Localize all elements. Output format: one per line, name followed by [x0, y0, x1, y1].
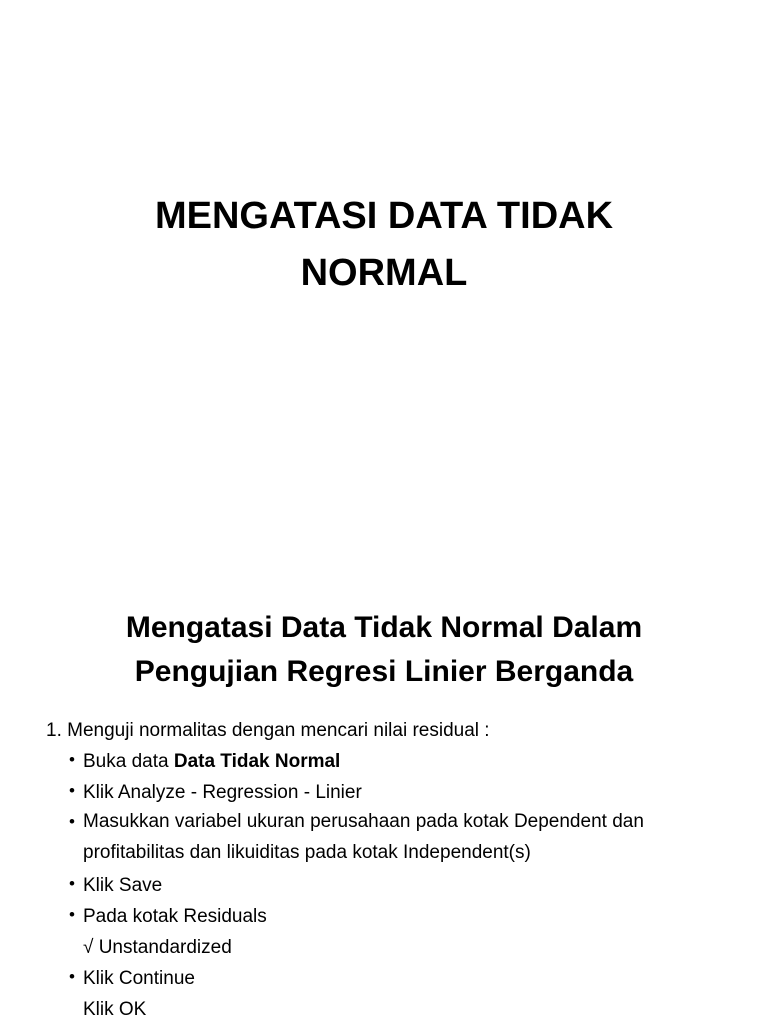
bullet-continue: • Klik Continue [69, 963, 746, 994]
bullet-open-data-bold: Data Tidak Normal [173, 751, 341, 772]
bullet-save: • Klik Save [69, 870, 746, 901]
bullet-analyze: • Klik Analyze - Regression - Linier [69, 777, 746, 808]
slide2-title-line1: Mengatasi Data Tidak Normal Dalam [125, 611, 643, 644]
bullet-ok: Klik OK [83, 999, 147, 1020]
slide2-title-line2: Pengujian Regresi Linier Berganda [134, 655, 634, 688]
bullet-open-data [69, 746, 746, 777]
bullet-residuals: • Pada kotak Residuals [69, 901, 746, 932]
step-1-bullets [46, 746, 746, 1025]
slide1-title-line1: MENGATASI DATA TIDAK [154, 195, 614, 237]
slide2-title [0, 606, 768, 694]
bullet-open-data-text: Buka data [83, 751, 174, 772]
bullet-residuals-sub: √ Unstandardized [83, 937, 232, 958]
slide2-content [46, 715, 746, 1025]
slide1-title [0, 188, 768, 302]
bullet-variables [69, 808, 746, 870]
bullet-variables-line2: profitabilitas dan likuiditas pada kotak Independent(s) [83, 842, 531, 863]
step-1: 1. Menguji normalitas dengan mencari nilai residual : [46, 720, 490, 741]
slide1-title-line2: NORMAL [300, 252, 468, 294]
bullet-variables-line1: • Masukkan variabel ukuran perusahaan pada kotak Dependent dan [83, 811, 644, 832]
